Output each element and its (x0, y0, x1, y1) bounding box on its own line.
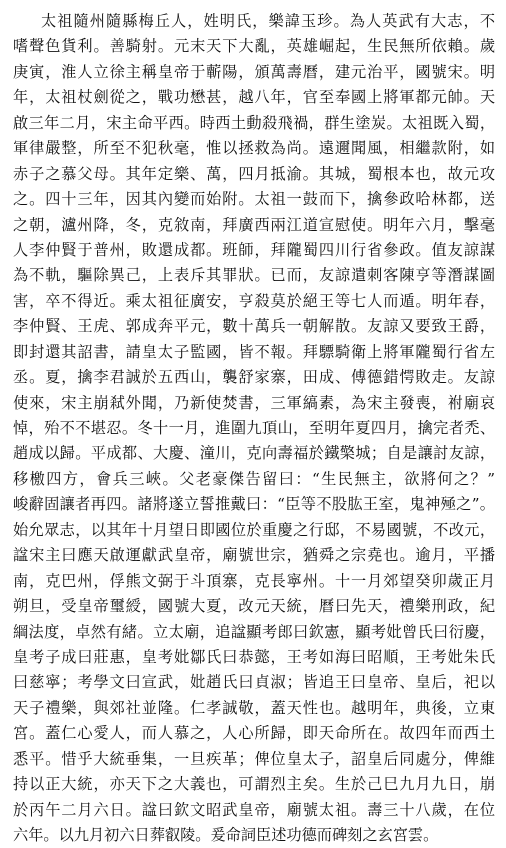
text-line: 宮。蓋仁心愛人，而人慕之，人心所歸，即天命所在。故四年而西土 (13, 724, 495, 743)
text-line: 綱法度，卓然有緒。立太廟，追諡顯考郎曰欽憲，顯考妣曾氏曰衍慶， (13, 622, 495, 641)
text-line: 趙成以歸。平成都、大慶、潼川，克向壽福於鐵檠城；自是讓討友諒， (13, 444, 495, 463)
text-line: 六年。以九月初六日葬叡陵。爰命詞臣述功德而碑刻之玄宮雲。 (13, 826, 439, 844)
text-line: 之朝，瀘州降，冬，克敘南，拜廣西兩江道宣慰使。明年六月，擊毫 (13, 215, 495, 234)
text-line: 朔旦，受皇帝璽綬，國號大夏，改元天統，曆曰先天，禮樂刑政，紀 (13, 597, 495, 616)
text-line: 害，卒不得近。乘太祖征廣安，亨殺莫於絕王等七人而遁。明年春， (13, 291, 495, 310)
text-line: 悼，殆不不堪忍。冬十一月，進圍九頂山，至明年夏四月，擒完者禿、 (13, 419, 495, 437)
text-line: 悉平。惜乎大統垂集，一旦疾革；俾位皇太子，詔皇后同處分，俾維 (13, 749, 495, 768)
text-line: 天子禮樂，與郊社並隆。仁孝誠敬，蓋天性也。越明年，典後，立東 (13, 698, 495, 717)
text-line: 年，太祖杖劍從之，戰功懋甚，越八年，官至奉國上將軍都元帥。天 (13, 88, 495, 107)
text-line: 嗜聲色貨利。善騎射。元末天下大亂，英雄崛起，生民無所依賴。歲 (13, 37, 495, 56)
text-line: 移檄四方，會兵三峽。父老豪傑告留曰：“生民無主，欲將何之？” (13, 469, 495, 488)
paragraph-first-line: 太祖隨州隨縣梅丘人，姓明氏，樂諱玉珍。為人英武有大志，不 (41, 12, 495, 30)
text-line: 諡宋主曰應天啟運獻武皇帝，廟號世宗，猶舜之宗堯也。逾月，平播 (13, 546, 495, 565)
text-line: 啟三年二月，宋主命平西。時西土動殺飛禍，群生塗炭。太祖既入蜀， (13, 113, 495, 132)
text-line: 丞。夏，擒李君誠於五西山，襲舒家寨，田成、傅德錯愕敗走。友諒 (13, 368, 495, 387)
text-line: 曰慈寧；考學文曰宣武，妣趙氏曰貞淑；皆追王曰皇帝、皇后，祀以 (13, 673, 495, 692)
text-line: 始允眾志，以其年十月望日即國位於重慶之行邸，不易國號，不改元， (13, 520, 495, 539)
text-line: 庚寅，淮人立徐主稱皇帝于蘄陽，頒萬壽曆，建元治平，國號宋。明 (13, 62, 495, 81)
text-line: 於丙午二月六日。諡曰欽文昭武皇帝，廟號太祖。壽三十八歲，在位 (13, 800, 495, 819)
text-line: 皇考子成曰莊惠，皇考妣鄒氏曰恭懿，王考如海曰昭順，王考妣朱氏 (13, 647, 495, 666)
text-line: 持以正大統，亦天下之大義也，可謂烈主矣。生於己巳九月九日，崩 (13, 775, 495, 794)
text-line: 李仲賢、王虎、郭成奔平元，數十萬兵一朝解散。友諒又要致王爵， (13, 317, 495, 336)
text-line: 之。四十三年，因其內變而始附。太祖一鼓而下，擒參政哈林都，送 (13, 190, 495, 209)
text-line: 赤子之慕父母。其年定樂、萬，四月抵渝。其城，蜀根本也，故元攻 (13, 164, 495, 183)
text-line: 使來，宋主崩弒外聞，乃新使焚書，三軍縞素，為宋主發喪，祔廟哀 (13, 393, 495, 412)
text-line: 南，克巴州，俘熊文弼于斗頂寨，克長寧州。十一月郊望癸卯歲正月 (13, 571, 495, 590)
text-line: 即封還其詔書，請皇太子監國，皆不報。拜驃騎衛上將軍隴蜀行省左 (13, 342, 495, 361)
text-line: 人李仲賢于普州，敗還成都。班師，拜隴蜀四川行省參政。值友諒謀 (13, 240, 495, 259)
text-line: 軍律嚴整，所至不犯秋毫，惟以拯救為尚。遠邇聞風，相繼款附，如 (13, 139, 495, 158)
text-line: 峻辭固讓者再四。諸將遂立誓推戴曰：“臣等不股肱王室，鬼神殛之”。 (13, 495, 495, 514)
text-line: 為不軌，驅除異己，上表斥其罪狀。已而，友諒遣刺客陳亨等潛謀圖 (13, 266, 495, 285)
